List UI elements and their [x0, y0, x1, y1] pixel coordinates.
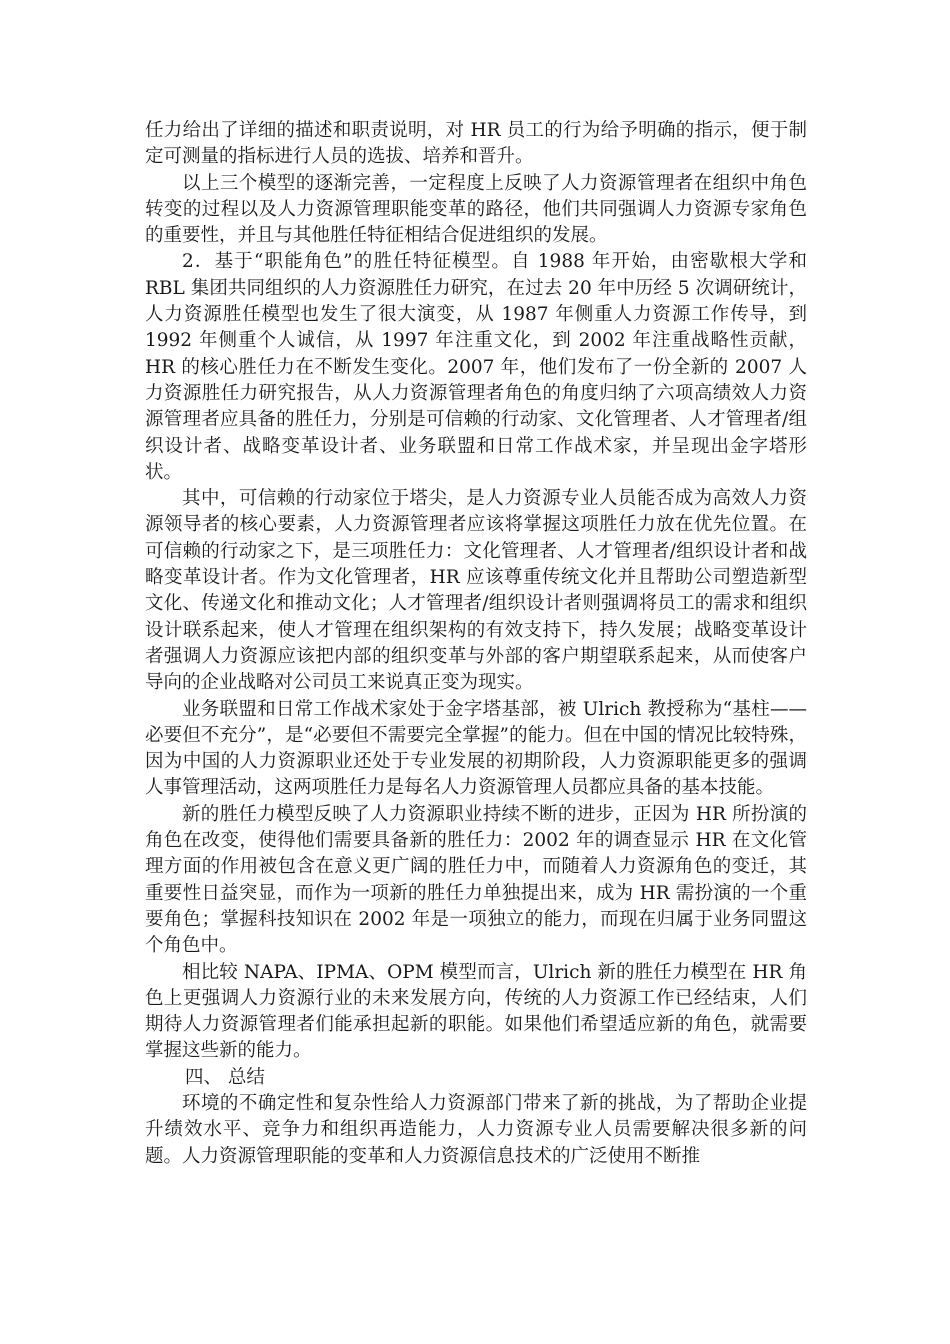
paragraph-continuation: 任力给出了详细的描述和职责说明，对 HR 员工的行为给予明确的指示，便于制定可测量的指标进行人员的选拔、培养和晋升。: [145, 120, 807, 168]
paragraph-model-evolution: 以上三个模型的逐渐完善，一定程度上反映了人力资源管理者在组织中角色转变的过程以及人力资源管理职能变革的路径，他们共同强调人力资源专家角色的重要性，并且与其他胜任特征相结合促进组织的发展。: [145, 172, 807, 247]
section-heading-summary: 四、 总结: [185, 1066, 265, 1088]
paragraph-summary: 环境的不确定性和复杂性给人力资源部门带来了新的挑战，为了帮助企业提升绩效水平、竞争力和组织再造能力，人力资源专业人员需要解决很多新的问题。人力资源管理职能的变革和人力资源信息技术的广泛使用不断推: [145, 1092, 807, 1167]
paragraph-role-based-model: 2．基于“职能角色”的胜任特征模型。自 1988 年开始，由密歇根大学和 RBL 集团共同组织的人力资源胜任力研究，在过去 20 年中历经 5 次调研统计，人力资源胜任模型也发生了很大演变，从 1987 年侧重人力资源工作传导，到 1992 年侧重个人诚信，从 1997 年注重文化，到 2002 年注重战略性贡献，HR 的核心胜任力在不断发生变化。2007 年，他们发布了一份全新的 2007 人力资源胜任力研究报告，从人力资源管理者角色的角度归纳了六项高绩效人力资源管理者应具备的胜任力，分别是可信赖的行动家、文化管理者、人才管理者/组织设计者、战略变革设计者、业务联盟和日常工作战术家，并呈现出金字塔形状。: [145, 251, 807, 483]
paragraph-pyramid-base: 业务联盟和日常工作战术家处于金字塔基部，被 Ulrich 教授称为“基柱——必要但不充分”，是“必要但不需要完全掌握”的能力。但在中国的情况比较特殊，因为中国的人力资源职业还处于专业发展的初期阶段，人力资源职能更多的强调人事管理活动，这两项胜任力是每名人力资源管理人员都应具备的基本技能。: [145, 698, 807, 799]
paragraph-credible-activist: 其中，可信赖的行动家位于塔尖，是人力资源专业人员能否成为高效人力资源领导者的核心要素，人力资源管理者应该将掌握这项胜任力放在优先位置。在可信赖的行动家之下，是三项胜任力：文化管理者、人才管理者/组织设计者和战略变革设计者。作为文化管理者，HR 应该尊重传统文化并且帮助公司塑造新型文化、传递文化和推动文化；人才管理者/组织设计者则强调将员工的需求和组织设计联系起来，使人才管理在组织架构的有效支持下，持久发展；战略变革设计者强调人力资源应该把内部的组织变革与外部的客户期望联系起来，从而使客户导向的企业战略对公司员工来说真正变为现实。: [145, 488, 807, 694]
paragraph-comparison: 相比较 NAPA、IPMA、OPM 模型而言，Ulrich 新的胜任力模型在 HR 角色上更强调人力资源行业的未来发展方向，传统的人力资源工作已经结束，人们期待人力资源管理者们能承担起新的职能。如果他们希望适应新的角色，就需要掌握这些新的能力。: [145, 961, 807, 1062]
document-body: [145, 118, 807, 1170]
paragraph-new-competency: 新的胜任力模型反映了人力资源职业持续不断的进步，正因为 HR 所扮演的角色在改变，使得他们需要具备新的胜任力：2002 年的调查显示 HR 在文化管理方面的作用被包含在意义更广阔的胜任力中，而随着人力资源角色的变迁，其重要性日益突显，而作为一项新的胜任力单独提出来，成为 HR 需扮演的一个重要角色；掌握科技知识在 2002 年是一项独立的能力，而现在归属于业务同盟这个角色中。: [145, 803, 807, 957]
